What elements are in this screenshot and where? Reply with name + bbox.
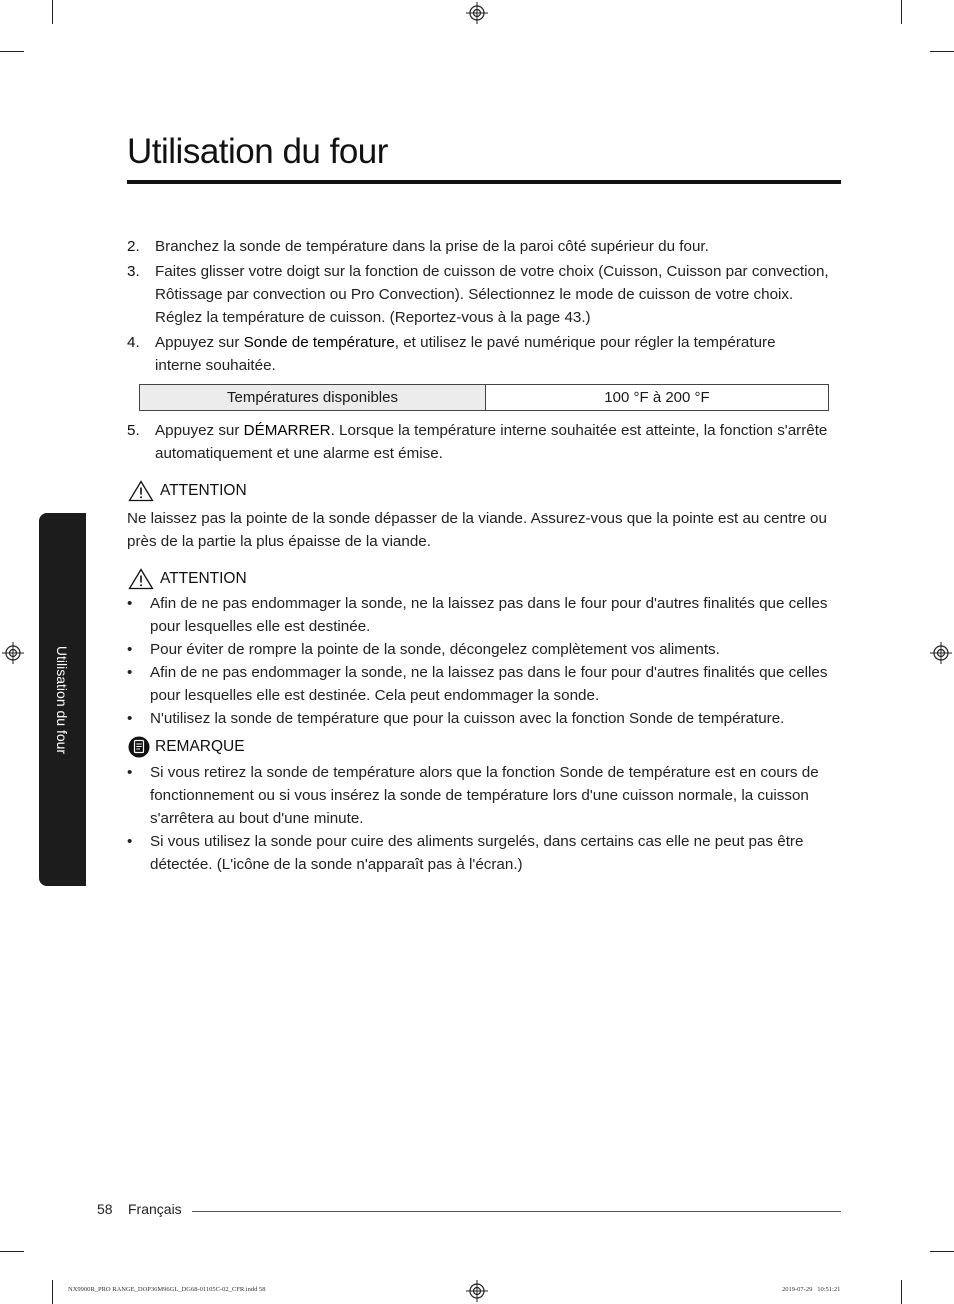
- caution-heading: [128, 480, 247, 502]
- crop-mark: [930, 1251, 954, 1252]
- step-keyword: Sonde de température: [243, 334, 395, 351]
- step-keyword: DÉMARRER: [243, 422, 331, 439]
- step-number: 3.: [127, 263, 140, 280]
- list-item-text: Si vous utilisez la sonde pour cuire des aliments surgelés, dans certains cas elle ne peut pas être: [150, 833, 804, 850]
- list-item-text: détectée. (L'icône de la sonde n'apparaît pas à l'écran.): [150, 856, 523, 873]
- footer-language: Français: [128, 1201, 182, 1217]
- step-text: Faites glisser votre doigt sur la fonction de cuisson de votre choix (Cuisson, Cuisson par convection,: [155, 263, 829, 280]
- note-heading: [128, 736, 245, 758]
- footer-rule: [192, 1211, 841, 1212]
- step-4: [127, 331, 841, 377]
- registration-mark-icon: [466, 2, 488, 24]
- step-text: . Lorsque la température interne souhaitée est atteinte, la fonction s'arrête: [330, 422, 828, 439]
- step-text: , et utilisez le pavé numérique pour régler la température: [394, 334, 776, 351]
- step-number: 5.: [127, 422, 140, 439]
- note-icon: [128, 736, 150, 758]
- print-slug-file: NX9900R_PRO RANGE_DOP36M96GL_DG68-01105C-02_CFR.indd 58: [68, 1286, 266, 1293]
- step-3: [127, 260, 841, 329]
- step-number: 4.: [127, 334, 140, 351]
- bullet-dot: •: [127, 595, 133, 612]
- bullet-dot: •: [127, 764, 133, 781]
- side-tab-label: Utilisation du four: [54, 645, 71, 754]
- step-number: 2.: [127, 238, 140, 255]
- warning-triangle-icon: [128, 480, 154, 502]
- list-item: [127, 638, 841, 661]
- warning-triangle-icon: [128, 568, 154, 590]
- step-2: [127, 235, 841, 258]
- crop-mark: [52, 1280, 53, 1304]
- note-label: REMARQUE: [155, 738, 245, 755]
- crop-mark: [901, 0, 902, 24]
- bullet-dot: •: [127, 833, 133, 850]
- page-title: Utilisation du four: [127, 132, 388, 171]
- crop-mark: [930, 51, 954, 52]
- step-5: [127, 419, 841, 465]
- print-slug-date: 2019-07-29 10:51:21: [782, 1286, 841, 1293]
- caution-heading: [128, 568, 247, 590]
- list-item: [127, 830, 841, 876]
- crop-mark: [52, 0, 53, 24]
- list-item: [127, 661, 841, 707]
- caution-text: près de la partie la plus épaisse de la viande.: [127, 533, 431, 550]
- step-text: Rôtissage par convection ou Pro Convection). Sélectionnez le mode de cuisson de votre choix.: [155, 286, 794, 303]
- bullet-dot: •: [127, 664, 133, 681]
- step-text: Branchez la sonde de température dans la prise de la paroi côté supérieur du four.: [155, 238, 709, 255]
- page-number: 58: [97, 1201, 113, 1217]
- registration-mark-icon: [930, 642, 952, 664]
- list-item-text: Si vous retirez la sonde de température alors que la fonction Sonde de température est en cours de: [150, 764, 819, 781]
- list-item: [127, 707, 841, 730]
- list-item: [127, 761, 841, 830]
- step-text: interne souhaitée.: [155, 357, 276, 374]
- caution-label: ATTENTION: [160, 482, 247, 499]
- title-rule: [127, 180, 841, 184]
- temperature-table: [139, 384, 829, 411]
- list-item: [127, 592, 841, 638]
- list-item-text: pour lesquelles elle est destinée.: [150, 618, 371, 635]
- list-item-text: s'arrêtera au bout d'une minute.: [150, 810, 364, 827]
- list-item-text: N'utilisez la sonde de température que pour la cuisson avec la fonction Sonde de température.: [150, 710, 785, 727]
- step-text: Réglez la température de cuisson. (Reportez-vous à la page 43.): [155, 309, 591, 326]
- table-value-cell: 100 °F à 200 °F: [604, 389, 710, 406]
- list-item-text: pour lesquelles elle est destinée. Cela peut endommager la sonde.: [150, 687, 600, 704]
- crop-mark: [0, 1251, 24, 1252]
- bullet-dot: •: [127, 710, 133, 727]
- bullet-dot: •: [127, 641, 133, 658]
- step-text: Appuyez sur: [155, 334, 244, 351]
- list-item-text: Afin de ne pas endommager la sonde, ne la laissez pas dans le four pour d'autres finalités que celles: [150, 595, 828, 612]
- crop-mark: [0, 51, 24, 52]
- caution-paragraph: [127, 507, 841, 553]
- list-item-text: Afin de ne pas endommager la sonde, ne la laissez pas dans le four pour d'autres finalités que celles: [150, 664, 828, 681]
- registration-mark-icon: [466, 1280, 488, 1302]
- crop-mark: [901, 1280, 902, 1304]
- table-header-cell: Températures disponibles: [140, 385, 486, 410]
- registration-mark-icon: [2, 642, 24, 664]
- step-text: Appuyez sur: [155, 422, 244, 439]
- caution-label: ATTENTION: [160, 570, 247, 587]
- side-tab-label-wrap: [39, 513, 86, 886]
- list-item-text: Pour éviter de rompre la pointe de la sonde, décongelez complètement vos aliments.: [150, 641, 720, 658]
- step-text: automatiquement et une alarme est émise.: [155, 445, 443, 462]
- caution-text: Ne laissez pas la pointe de la sonde dépasser de la viande. Assurez-vous que la pointe est au centre ou: [127, 510, 827, 527]
- list-item-text: fonctionnement ou si vous insérez la sonde de température lors d'une cuisson normale, la cuisson: [150, 787, 809, 804]
